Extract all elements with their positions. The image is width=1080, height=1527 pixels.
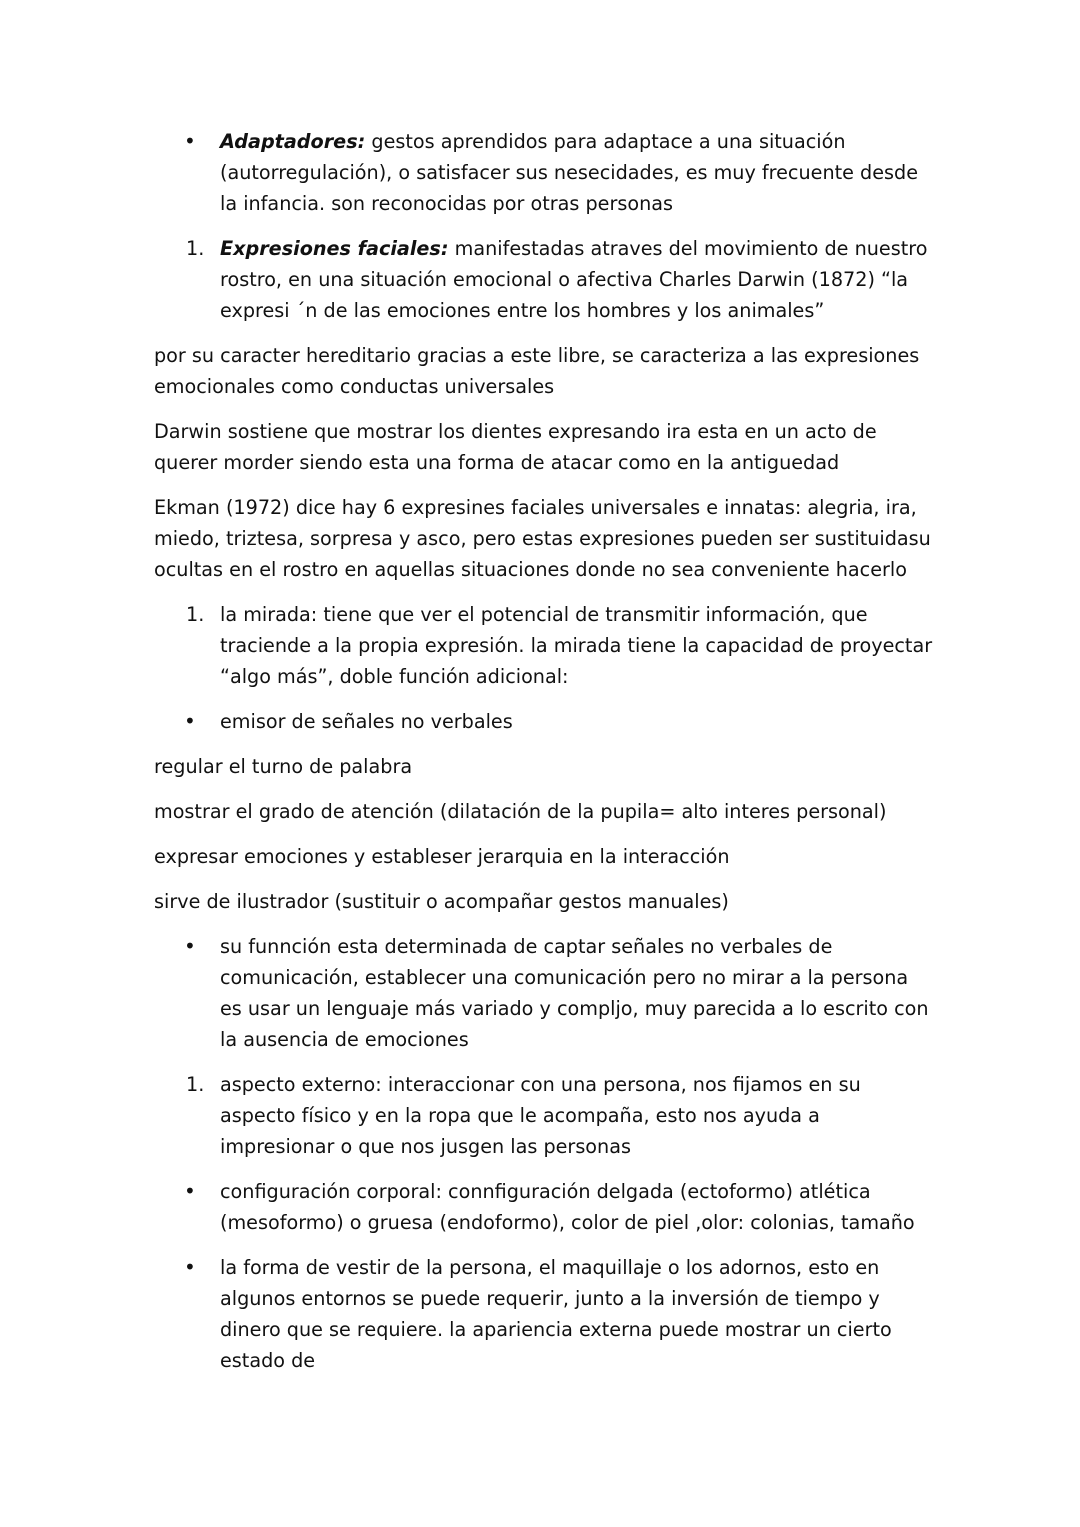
item-text: la mirada: tiene que ver el potencial de transmitir información, que traciende a la propia expresión. la mirada tiene la capacidad de proyectar “algo más”, doble función adicional: <box>220 603 933 688</box>
item-text: gestos aprendidos para adaptace a una situación (autorregulación), o satisfacer sus nesecidades, es muy frecuente desde la infancia. son reconocidas por otras personas <box>220 130 919 215</box>
item-text: su funnción esta determinada de captar señales no verbales de comunicación, establecer una comunicación pero no mirar a la persona es usar un lenguaje más variado y compljo, muy parecida a lo escrito con la ausencia de emociones <box>220 935 929 1051</box>
number-marker: 1. <box>186 237 205 260</box>
item-term: Expresiones faciales: <box>220 237 449 260</box>
bullet-item-configuracion-corporal <box>154 1176 934 1238</box>
bullet-marker: • <box>184 1179 196 1203</box>
item-text: la forma de vestir de la persona, el maquillaje o los adornos, esto en algunos entornos se puede requerir, junto a la inversión de tiempo y dinero que se requiere. la apariencia externa puede mostrar un cierto estado de <box>220 1256 892 1372</box>
bullet-item-funcion <box>154 931 934 1055</box>
numbered-item-aspecto-externo <box>154 1069 934 1162</box>
bullet-item-emisor <box>154 706 934 737</box>
bullet-marker: • <box>184 1255 196 1279</box>
bullet-marker: • <box>184 129 196 153</box>
paragraph-ekman: Ekman (1972) dice hay 6 expresines faciales universales e innatas: alegria, ira, miedo, triztesa, sorpresa y asco, pero estas expresiones pueden ser sustituidasu ocultas en el rostro en aquellas situaciones donde no sea conveniente hacerlo <box>154 496 931 581</box>
item-text: manifestadas atraves del movimiento de nuestro rostro, en una situación emocional o afectiva Charles Darwin (1872) “la expresi ´n de las emociones entre los hombres y los animales” <box>220 237 928 322</box>
item-text: configuración corporal: connfiguración delgada (ectoformo) atlética (mesoformo) o gruesa (endoformo), color de piel ,olor: colonias, tamaño <box>220 1180 915 1234</box>
paragraph-caracter-hereditario: por su caracter hereditario gracias a este libre, se caracteriza a las expresiones emocionales como conductas universales <box>154 344 920 398</box>
item-text: emisor de señales no verbales <box>220 710 513 733</box>
paragraph-expresar-emociones: expresar emociones y estableser jerarquia en la interacción <box>154 845 730 868</box>
bullet-item-adaptadores <box>154 126 934 219</box>
numbered-item-mirada <box>154 599 934 692</box>
document-body <box>154 126 934 1390</box>
paragraph-ilustrador: sirve de ilustrador (sustituir o acompañar gestos manuales) <box>154 890 729 913</box>
item-term: Adaptadores: <box>220 130 366 153</box>
number-marker: 1. <box>186 603 205 626</box>
item-text: aspecto externo: interaccionar con una persona, nos fijamos en su aspecto físico y en la ropa que le acompaña, esto nos ayuda a impresionar o que nos jusgen las personas <box>220 1073 861 1158</box>
paragraph-turno-palabra: regular el turno de palabra <box>154 755 413 778</box>
paragraph-darwin: Darwin sostiene que mostrar los dientes expresando ira esta en un acto de querer morder siendo esta una forma de atacar como en la antiguedad <box>154 420 877 474</box>
numbered-item-expresiones-faciales <box>154 233 934 326</box>
paragraph-grado-atencion: mostrar el grado de atención (dilatación de la pupila= alto interes personal) <box>154 800 887 823</box>
number-marker: 1. <box>186 1073 205 1096</box>
bullet-item-forma-vestir <box>154 1252 934 1376</box>
bullet-marker: • <box>184 934 196 958</box>
bullet-marker: • <box>184 709 196 733</box>
